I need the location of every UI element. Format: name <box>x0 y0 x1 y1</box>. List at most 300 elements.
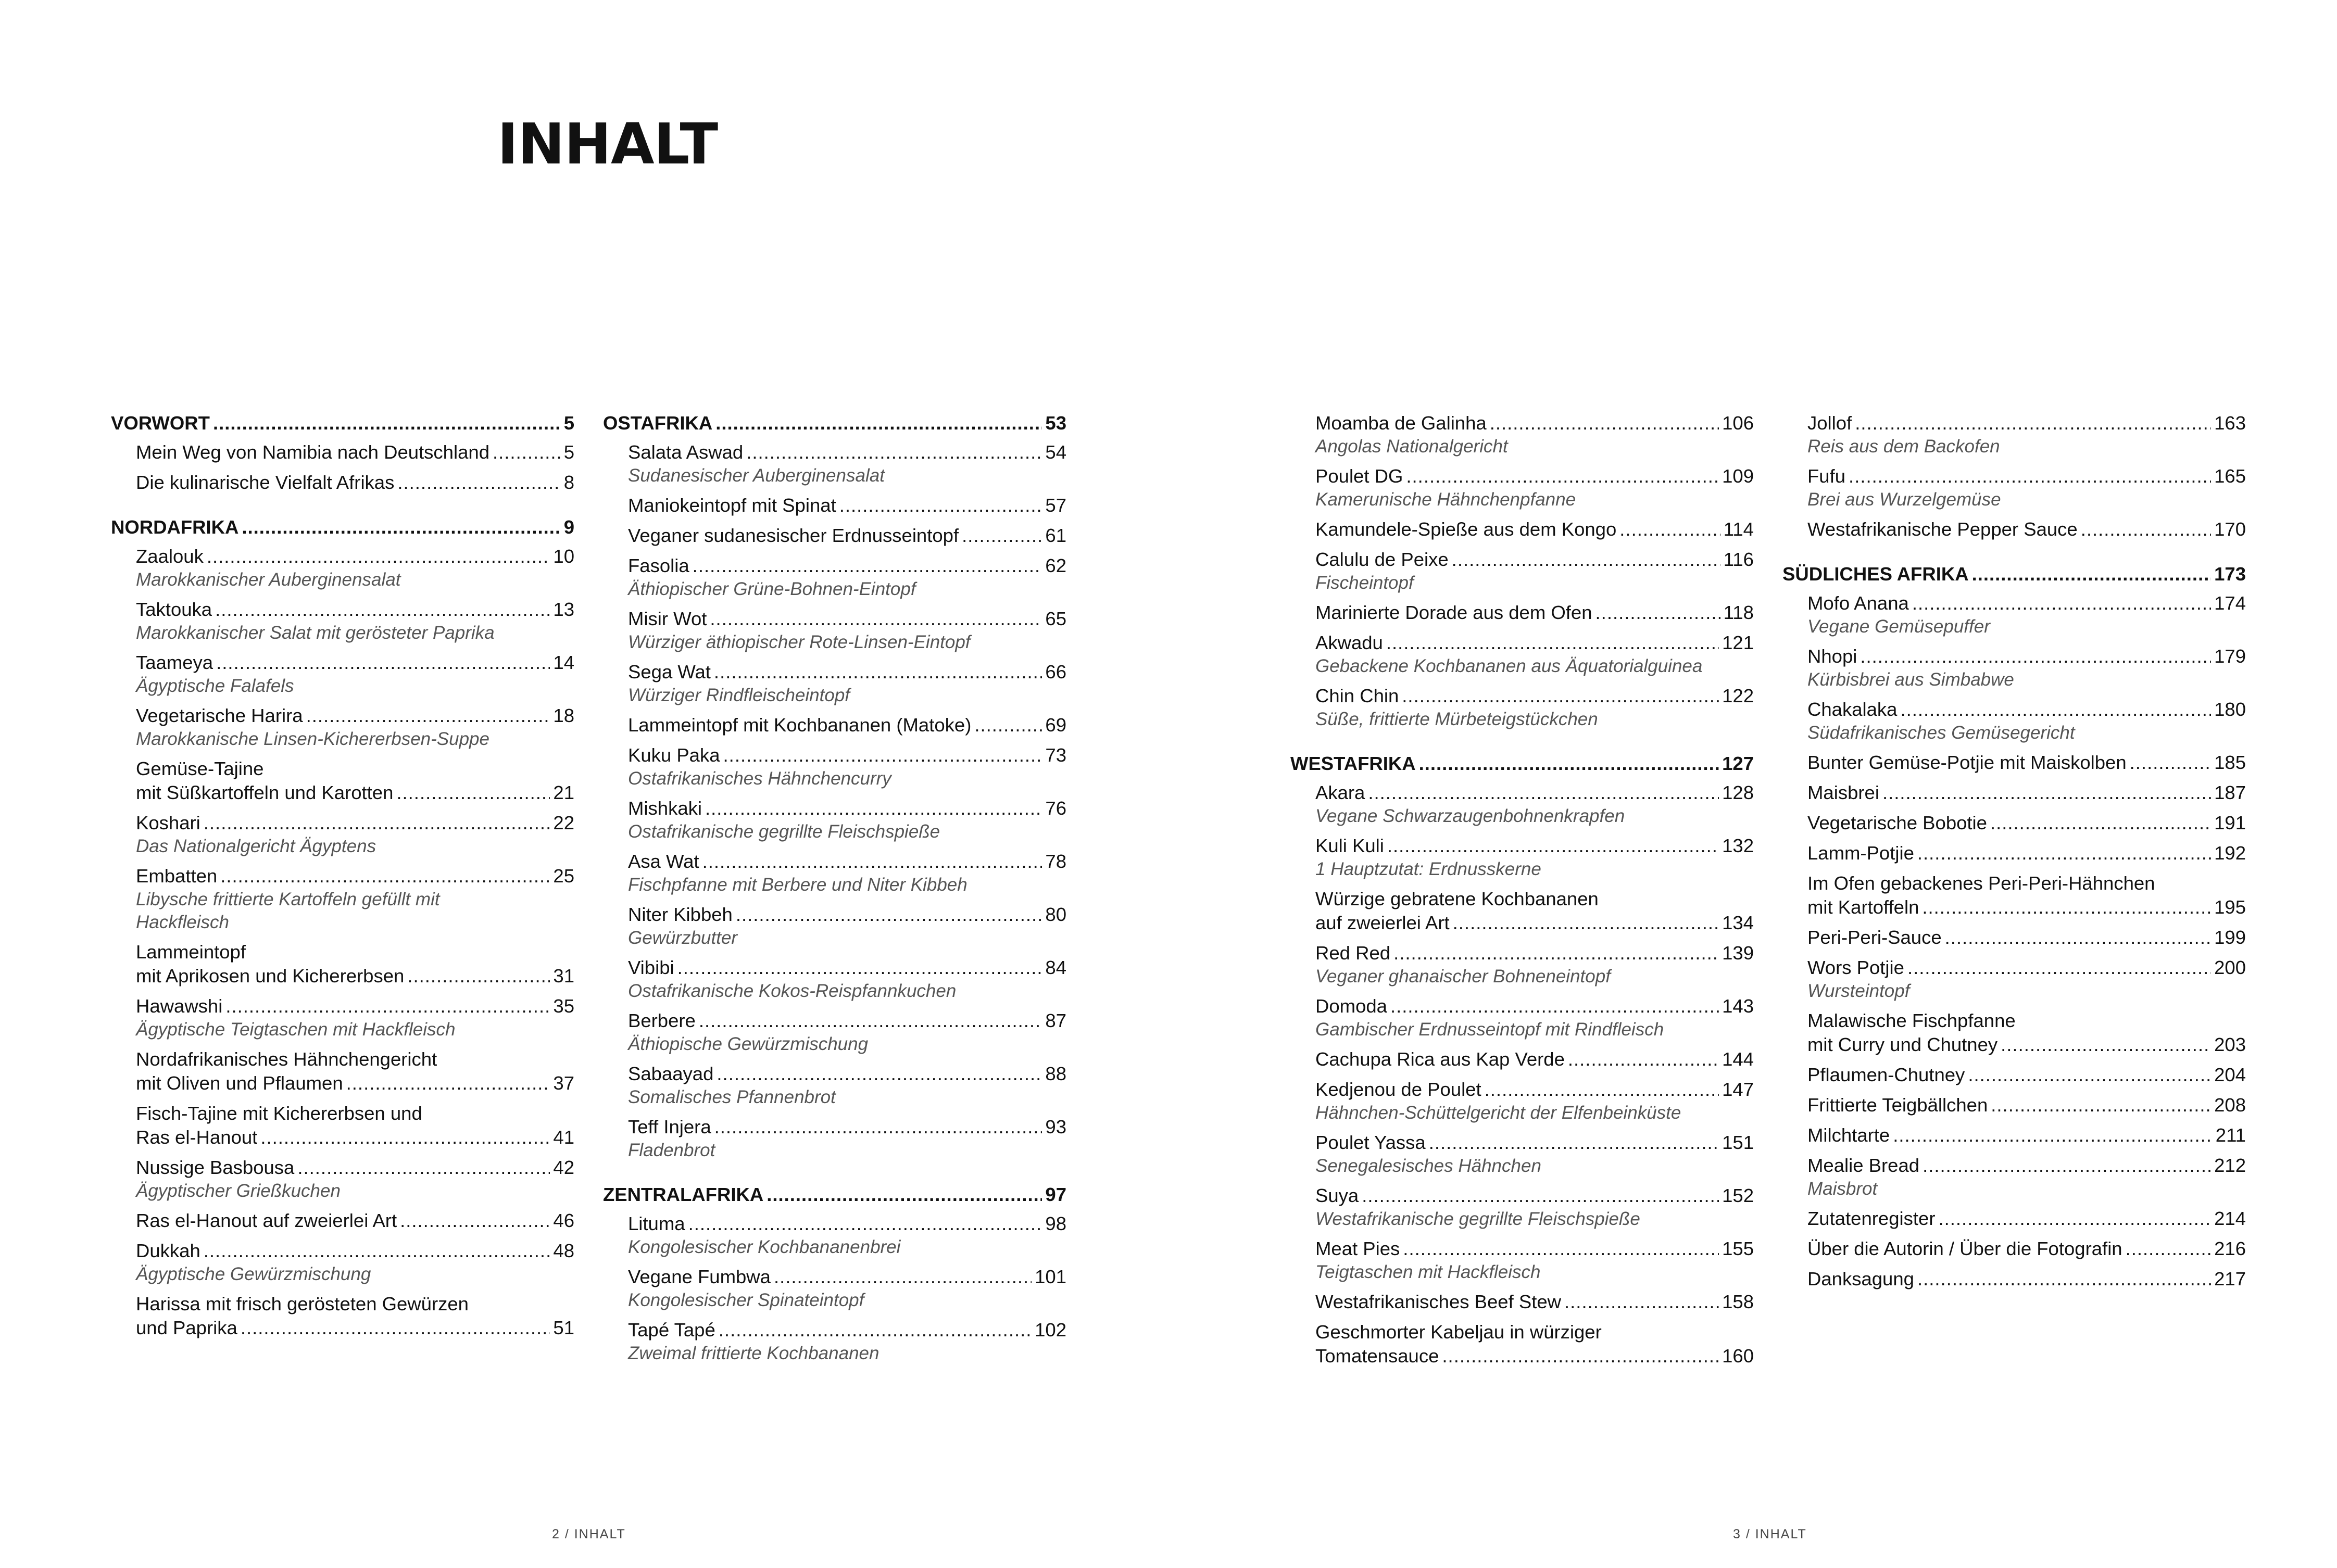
toc-entry[interactable] <box>111 545 574 591</box>
toc-section <box>603 1183 1066 1365</box>
page-number: 102 <box>1035 1319 1066 1341</box>
toc-entry[interactable] <box>1782 1093 2246 1117</box>
entry-row <box>1315 1078 1754 1102</box>
page-number: 69 <box>1045 714 1066 736</box>
toc-entry[interactable] <box>1290 941 1754 988</box>
toc-entry[interactable] <box>1290 1047 1754 1071</box>
toc-entry[interactable] <box>1782 517 2246 541</box>
page-number: 128 <box>1722 782 1754 803</box>
entry-subtitle: Kamerunische Hähnchenpfanne <box>1315 489 1576 510</box>
dot-leader <box>699 1009 1042 1033</box>
page-number: 116 <box>1723 549 1754 570</box>
toc-entry[interactable] <box>603 524 1066 548</box>
entry-row <box>1807 1093 2246 1117</box>
toc-section <box>1782 411 2246 541</box>
entry-title: Über die Autorin / Über die Fotografin <box>1807 1238 2122 1259</box>
page-number: 54 <box>1045 441 1066 463</box>
entry-row <box>136 1239 574 1263</box>
page-number: 62 <box>1045 555 1066 576</box>
dot-leader <box>1595 601 1720 625</box>
dot-leader <box>715 411 1042 435</box>
page-number: 195 <box>2214 896 2246 918</box>
toc-column-3 <box>1290 411 1754 1389</box>
toc-entry[interactable] <box>1782 781 2246 805</box>
page-number: 211 <box>2215 1124 2246 1146</box>
toc-entry[interactable] <box>111 704 574 751</box>
toc-entry[interactable] <box>603 743 1066 790</box>
entry-row <box>1807 841 2246 865</box>
entry-title: Vegane Fumbwa <box>628 1266 771 1287</box>
entry-subtitle: Ägyptische Falafels <box>136 676 294 696</box>
entry-subtitle: Hähnchen-Schüttelgericht der Elfenbeinküste <box>1315 1103 1681 1123</box>
toc-entry[interactable] <box>603 903 1066 950</box>
entry-title: Westafrikanische Pepper Sauce <box>1807 519 2078 540</box>
entry-title: Bunter Gemüse-Potjie mit Maiskolben <box>1807 752 2127 773</box>
dot-leader <box>306 704 550 728</box>
entry-title: ZENTRALAFRIKA <box>603 1184 764 1205</box>
dot-leader <box>774 1265 1032 1289</box>
page-number: 174 <box>2214 592 2246 614</box>
entry-title: Suya <box>1315 1185 1359 1206</box>
toc-entry[interactable] <box>1782 1154 2246 1200</box>
entry-subtitle: Würziger Rindfleischeintopf <box>628 685 850 705</box>
entry-title: Teff Injera <box>628 1116 711 1137</box>
page-number: 217 <box>2214 1268 2246 1289</box>
entry-title: Pflaumen-Chutney <box>1807 1064 1965 1085</box>
entry-row <box>136 1126 574 1149</box>
entry-title: Wors Potjie <box>1807 957 1904 978</box>
entry-title: Cachupa Rica aus Kap Verde <box>1315 1048 1565 1070</box>
entry-row <box>136 1156 574 1180</box>
entry-title-line: Nordafrikanisches Hähnchengericht <box>136 1048 437 1070</box>
entry-title: Vegetarische Harira <box>136 705 303 726</box>
toc-entry[interactable] <box>603 607 1066 654</box>
entry-subtitle: Marokkanischer Auberginensalat <box>136 570 401 590</box>
entry-subtitle: Ostafrikanische Kokos-Reispfannkuchen <box>628 981 957 1001</box>
toc-entry[interactable] <box>111 440 574 464</box>
page-number: 160 <box>1722 1345 1754 1367</box>
entry-subtitle: Ostafrikanisches Hähnchencurry <box>628 768 891 789</box>
toc-column-4 <box>1782 411 2246 1312</box>
entry-row <box>1807 644 2246 668</box>
toc-entry[interactable] <box>603 713 1066 737</box>
entry-row <box>1807 591 2246 615</box>
dot-leader <box>1917 841 2211 865</box>
toc-entry[interactable] <box>1290 517 1754 541</box>
toc-entry[interactable] <box>603 1212 1066 1259</box>
entry-row <box>1807 926 2246 950</box>
entry-title: Mein Weg von Namibia nach Deutschland <box>136 441 489 463</box>
toc-entry[interactable] <box>603 1115 1066 1162</box>
page-number: 98 <box>1045 1213 1066 1234</box>
entry-row <box>136 651 574 675</box>
page-number: 139 <box>1722 942 1754 964</box>
page-number: 121 <box>1722 632 1754 653</box>
page-number: 203 <box>2214 1034 2246 1055</box>
section-heading <box>111 411 574 435</box>
entry-row <box>1315 1344 1754 1368</box>
page-number: 10 <box>553 546 574 567</box>
entry-title-line: Harissa mit frisch gerösteten Gewürzen <box>136 1293 469 1314</box>
toc-section <box>1782 562 2246 1291</box>
entry-subtitle: Senegalesisches Hähnchen <box>1315 1156 1541 1176</box>
toc-entry[interactable] <box>1782 811 2246 835</box>
toc-entry[interactable] <box>1782 1207 2246 1231</box>
toc-entry[interactable] <box>1290 601 1754 625</box>
page-number: 147 <box>1722 1079 1754 1100</box>
toc-entry[interactable] <box>111 1047 574 1095</box>
toc-entry[interactable] <box>1782 591 2246 638</box>
entry-row <box>628 1115 1066 1139</box>
toc-entry[interactable] <box>603 1265 1066 1312</box>
entry-subtitle: Kongolesischer Kochbananenbrei <box>628 1237 901 1257</box>
entry-title: Jollof <box>1807 412 1852 434</box>
page-number: 214 <box>2214 1208 2246 1229</box>
entry-title: Die kulinarische Vielfalt Afrikas <box>136 472 395 493</box>
toc-entry[interactable] <box>1782 956 2246 1003</box>
page-number: 118 <box>1723 602 1754 623</box>
toc-entry[interactable] <box>1782 926 2246 950</box>
toc-entry[interactable] <box>603 1062 1066 1109</box>
toc-entry[interactable] <box>111 811 574 858</box>
toc-entry[interactable] <box>1782 411 2246 458</box>
entry-subtitle: Somalisches Pfannenbrot <box>628 1087 836 1107</box>
entry-title-line: Fisch-Tajine mit Kichererbsen und <box>136 1103 422 1124</box>
entry-title: Chakalaka <box>1807 699 1898 720</box>
toc-entry[interactable] <box>1290 684 1754 731</box>
entry-title: Ras el-Hanout auf zweierlei Art <box>136 1210 397 1231</box>
toc-entry[interactable] <box>603 956 1066 1003</box>
page-number: 84 <box>1045 957 1066 978</box>
page-number: 122 <box>1722 685 1754 706</box>
page-number: 61 <box>1045 525 1066 546</box>
entry-row <box>1315 941 1754 965</box>
toc-entry[interactable] <box>1290 548 1754 595</box>
dot-leader <box>1393 941 1719 965</box>
entry-title: Hawawshi <box>136 995 223 1017</box>
toc-entry[interactable] <box>1782 751 2246 775</box>
toc-entry[interactable] <box>1290 1078 1754 1124</box>
page-number: 163 <box>2214 412 2246 434</box>
entry-title: Red Red <box>1315 942 1391 964</box>
entry-title: Misir Wot <box>628 608 707 629</box>
toc-entry[interactable] <box>111 994 574 1041</box>
dot-leader <box>1990 811 2211 835</box>
toc-entry[interactable] <box>603 494 1066 517</box>
entry-title: Vibibi <box>628 957 674 978</box>
entry-row <box>136 781 574 805</box>
entry-subtitle: Fischeintopf <box>1315 573 1414 593</box>
toc-entry[interactable] <box>111 1102 574 1149</box>
toc-entry[interactable] <box>111 1239 574 1286</box>
entry-row <box>628 554 1066 578</box>
toc-entry[interactable] <box>603 660 1066 707</box>
entry-title: Kuku Paka <box>628 744 720 766</box>
dot-leader <box>1403 1237 1719 1261</box>
entry-row <box>1807 411 2246 435</box>
toc-entry[interactable] <box>1782 1009 2246 1057</box>
entry-row <box>1807 1267 2246 1291</box>
dot-leader <box>1368 781 1719 805</box>
entry-subtitle: Marokkanischer Salat mit gerösteter Paprika <box>136 623 495 643</box>
toc-entry[interactable] <box>1782 698 2246 744</box>
page-number: 165 <box>2214 465 2246 487</box>
page-number: 5 <box>563 412 574 434</box>
toc-entry[interactable] <box>1290 1320 1754 1368</box>
section-heading <box>1290 752 1754 776</box>
toc-entry[interactable] <box>1290 834 1754 881</box>
dot-leader <box>1442 1344 1719 1368</box>
entry-row <box>628 1212 1066 1236</box>
dot-leader <box>1568 1047 1719 1071</box>
entry-row <box>628 743 1066 767</box>
entry-title: VORWORT <box>111 412 210 434</box>
entry-row <box>1315 1131 1754 1155</box>
entry-subtitle: Teigtaschen mit Hackfleisch <box>1315 1262 1541 1282</box>
page-number: 13 <box>553 599 574 620</box>
dot-leader <box>346 1071 550 1095</box>
entry-row <box>1807 464 2246 488</box>
toc-entry[interactable] <box>111 757 574 805</box>
toc-entry[interactable] <box>603 1318 1066 1365</box>
entry-title: mit Süßkartoffeln und Karotten <box>136 782 394 803</box>
entry-subtitle: Libysche frittierte Kartoffeln gefüllt mit Hackfleisch <box>136 889 440 932</box>
entry-title: Kuli Kuli <box>1315 835 1384 856</box>
section-heading <box>603 1183 1066 1207</box>
toc-entry[interactable] <box>1290 781 1754 828</box>
page-number: 9 <box>563 516 574 538</box>
page-number: 179 <box>2214 646 2246 667</box>
dot-leader <box>1991 1093 2211 1117</box>
entry-row <box>1315 911 1754 935</box>
dot-leader <box>204 1239 550 1263</box>
toc-entry[interactable] <box>1782 871 2246 919</box>
entry-row <box>136 440 574 464</box>
dot-leader <box>1882 781 2211 805</box>
dot-leader <box>717 1062 1042 1086</box>
entry-subtitle: Maisbrot <box>1807 1179 1878 1199</box>
toc-column-2 <box>603 411 1066 1386</box>
entry-row <box>136 1209 574 1233</box>
toc-entry[interactable] <box>111 471 574 495</box>
entry-row <box>136 811 574 835</box>
toc-entry[interactable] <box>1290 1184 1754 1231</box>
page-number: 170 <box>2214 519 2246 540</box>
page-number: 48 <box>553 1240 574 1261</box>
entry-title: Taameya <box>136 652 213 673</box>
entry-title: Chin Chin <box>1315 685 1399 706</box>
dot-leader <box>719 1318 1032 1342</box>
entry-title: Peri-Peri-Sauce <box>1807 927 1942 948</box>
entry-subtitle: Ägyptischer Grießkuchen <box>136 1181 341 1201</box>
dot-leader <box>215 598 550 622</box>
entry-title-line: Im Ofen gebackenes Peri-Peri-Hähnchen <box>1807 872 2155 894</box>
page-number: 51 <box>553 1317 574 1338</box>
dot-leader <box>962 524 1042 548</box>
dot-leader <box>213 411 561 435</box>
dot-leader <box>710 607 1042 631</box>
entry-row <box>1315 601 1754 625</box>
entry-subtitle: Äthiopischer Grüne-Bohnen-Eintopf <box>628 579 916 599</box>
entry-row <box>628 660 1066 684</box>
toc-entry[interactable] <box>1290 464 1754 511</box>
entry-title: Fufu <box>1807 465 1846 487</box>
dot-leader <box>220 864 550 888</box>
entry-row <box>1315 1047 1754 1071</box>
entry-subtitle: Kongolesischer Spinateintopf <box>628 1290 864 1310</box>
entry-subtitle: 1 Hauptzutat: Erdnusskerne <box>1315 859 1541 879</box>
toc-entry[interactable] <box>1782 841 2246 865</box>
page-number: 57 <box>1045 495 1066 516</box>
entry-title: Mofo Anana <box>1807 592 1909 614</box>
entry-title: mit Curry und Chutney <box>1807 1034 1998 1055</box>
entry-title: Berbere <box>628 1010 696 1031</box>
toc-entry[interactable] <box>111 940 574 988</box>
entry-row <box>628 524 1066 548</box>
toc-entry[interactable] <box>1290 631 1754 678</box>
toc-entry[interactable] <box>111 598 574 644</box>
page-footer-right: 3 / INHALT <box>1733 1527 1807 1541</box>
entry-row <box>1807 1033 2246 1057</box>
entry-row <box>628 1318 1066 1342</box>
toc-entry[interactable] <box>111 1209 574 1233</box>
dot-leader <box>297 1156 550 1180</box>
entry-title: und Paprika <box>136 1317 237 1338</box>
page-number: 101 <box>1035 1266 1066 1287</box>
entry-title-line: Geschmorter Kabeljau in würziger <box>1315 1321 1602 1343</box>
page-number: 204 <box>2214 1064 2246 1085</box>
dot-leader <box>400 1209 550 1233</box>
entry-row <box>628 1062 1066 1086</box>
entry-title: Lammeintopf mit Kochbananen (Matoke) <box>628 714 972 736</box>
toc-entry[interactable] <box>603 1009 1066 1056</box>
page-number: 180 <box>2214 699 2246 720</box>
toc-entry[interactable] <box>111 864 574 934</box>
entry-title: Tomatensauce <box>1315 1345 1439 1367</box>
entry-title: Embatten <box>136 865 218 887</box>
toc-entry[interactable] <box>1782 644 2246 691</box>
page-number: 8 <box>563 472 574 493</box>
entry-row <box>136 471 574 495</box>
entry-subtitle: Ägyptische Gewürzmischung <box>136 1264 371 1284</box>
toc-entry[interactable] <box>1782 1237 2246 1261</box>
page-number: 35 <box>553 995 574 1017</box>
toc-entry[interactable] <box>111 651 574 698</box>
dot-leader <box>396 781 550 805</box>
entry-subtitle: Angolas Nationalgericht <box>1315 436 1508 457</box>
entry-title: Vegetarische Bobotie <box>1807 812 1987 833</box>
entry-subtitle: Zweimal frittierte Kochbananen <box>628 1343 879 1363</box>
entry-row <box>628 494 1066 517</box>
entry-row <box>136 704 574 728</box>
entry-row <box>1807 1123 2246 1147</box>
page-number: 18 <box>553 705 574 726</box>
page-number: 14 <box>553 652 574 673</box>
toc-entry[interactable] <box>1290 1237 1754 1284</box>
entry-title: WESTAFRIKA <box>1290 753 1416 774</box>
section-heading <box>1782 562 2246 586</box>
entry-row <box>136 598 574 622</box>
toc-entry[interactable] <box>603 796 1066 843</box>
entry-row <box>628 850 1066 874</box>
toc-entry[interactable] <box>1782 1123 2246 1147</box>
entry-subtitle: Brei aus Wurzelgemüse <box>1807 489 2001 510</box>
entry-row <box>1807 1237 2246 1261</box>
dot-leader <box>1938 1207 2211 1231</box>
toc-entry[interactable] <box>1782 464 2246 511</box>
page-number: 208 <box>2214 1094 2246 1116</box>
entry-subtitle: Ostafrikanische gegrillte Fleischspieße <box>628 821 940 842</box>
entry-title: Koshari <box>136 812 200 833</box>
toc-entry[interactable] <box>1290 411 1754 458</box>
toc-entry[interactable] <box>1290 1290 1754 1314</box>
section-heading <box>603 411 1066 435</box>
entry-title: Sega Wat <box>628 661 711 682</box>
entry-title: Danksagung <box>1807 1268 1914 1289</box>
entry-title: Marinierte Dorade aus dem Ofen <box>1315 602 1592 623</box>
dot-leader <box>1453 911 1719 935</box>
toc-entry[interactable] <box>111 1156 574 1203</box>
toc-entry[interactable] <box>1290 887 1754 935</box>
entry-subtitle: Das Nationalgericht Ägyptens <box>136 836 376 856</box>
page-number: 212 <box>2214 1155 2246 1176</box>
dot-leader <box>1968 1063 2211 1087</box>
entry-title: Dukkah <box>136 1240 200 1261</box>
entry-row <box>1315 1290 1754 1314</box>
toc-entry[interactable] <box>603 554 1066 601</box>
toc-entry[interactable] <box>1782 1267 2246 1291</box>
dot-leader <box>714 660 1042 684</box>
entry-title: OSTAFRIKA <box>603 412 713 434</box>
toc-entry[interactable] <box>603 440 1066 487</box>
entry-row <box>1315 834 1754 858</box>
entry-title: Fasolia <box>628 555 689 576</box>
dot-leader <box>693 554 1042 578</box>
entry-row <box>1315 548 1754 572</box>
entry-title: Kedjenou de Poulet <box>1315 1079 1481 1100</box>
dot-leader <box>1860 644 2211 668</box>
entry-row <box>1315 411 1754 435</box>
dot-leader <box>1893 1123 2213 1147</box>
dot-leader <box>1386 631 1719 655</box>
entry-title: Domoda <box>1315 995 1387 1017</box>
page-number: 25 <box>553 865 574 887</box>
toc-entry[interactable] <box>1782 1063 2246 1087</box>
entry-subtitle: Würziger äthiopischer Rote-Linsen-Eintopf <box>628 632 971 652</box>
dot-leader <box>204 811 550 835</box>
dot-leader <box>714 1115 1042 1139</box>
entry-row <box>1807 895 2246 919</box>
page-number: 114 <box>1723 519 1754 540</box>
entry-row <box>628 713 1066 737</box>
entry-row <box>628 796 1066 820</box>
page-number: 22 <box>553 812 574 833</box>
entry-title: Asa Wat <box>628 851 699 872</box>
entry-row <box>1807 1154 2246 1178</box>
toc-entry[interactable] <box>603 850 1066 896</box>
toc-entry[interactable] <box>111 1292 574 1340</box>
page-number: 31 <box>553 965 574 987</box>
toc-section <box>603 411 1066 1162</box>
entry-title: SÜDLICHES AFRIKA <box>1782 563 1969 585</box>
page-number: 127 <box>1722 753 1754 774</box>
entry-title-line: Würzige gebratene Kochbananen <box>1315 888 1599 909</box>
toc-entry[interactable] <box>1290 1131 1754 1178</box>
page-number: 65 <box>1045 608 1066 629</box>
dot-leader <box>1452 548 1720 572</box>
entry-row <box>136 864 574 888</box>
toc-entry[interactable] <box>1290 994 1754 1041</box>
